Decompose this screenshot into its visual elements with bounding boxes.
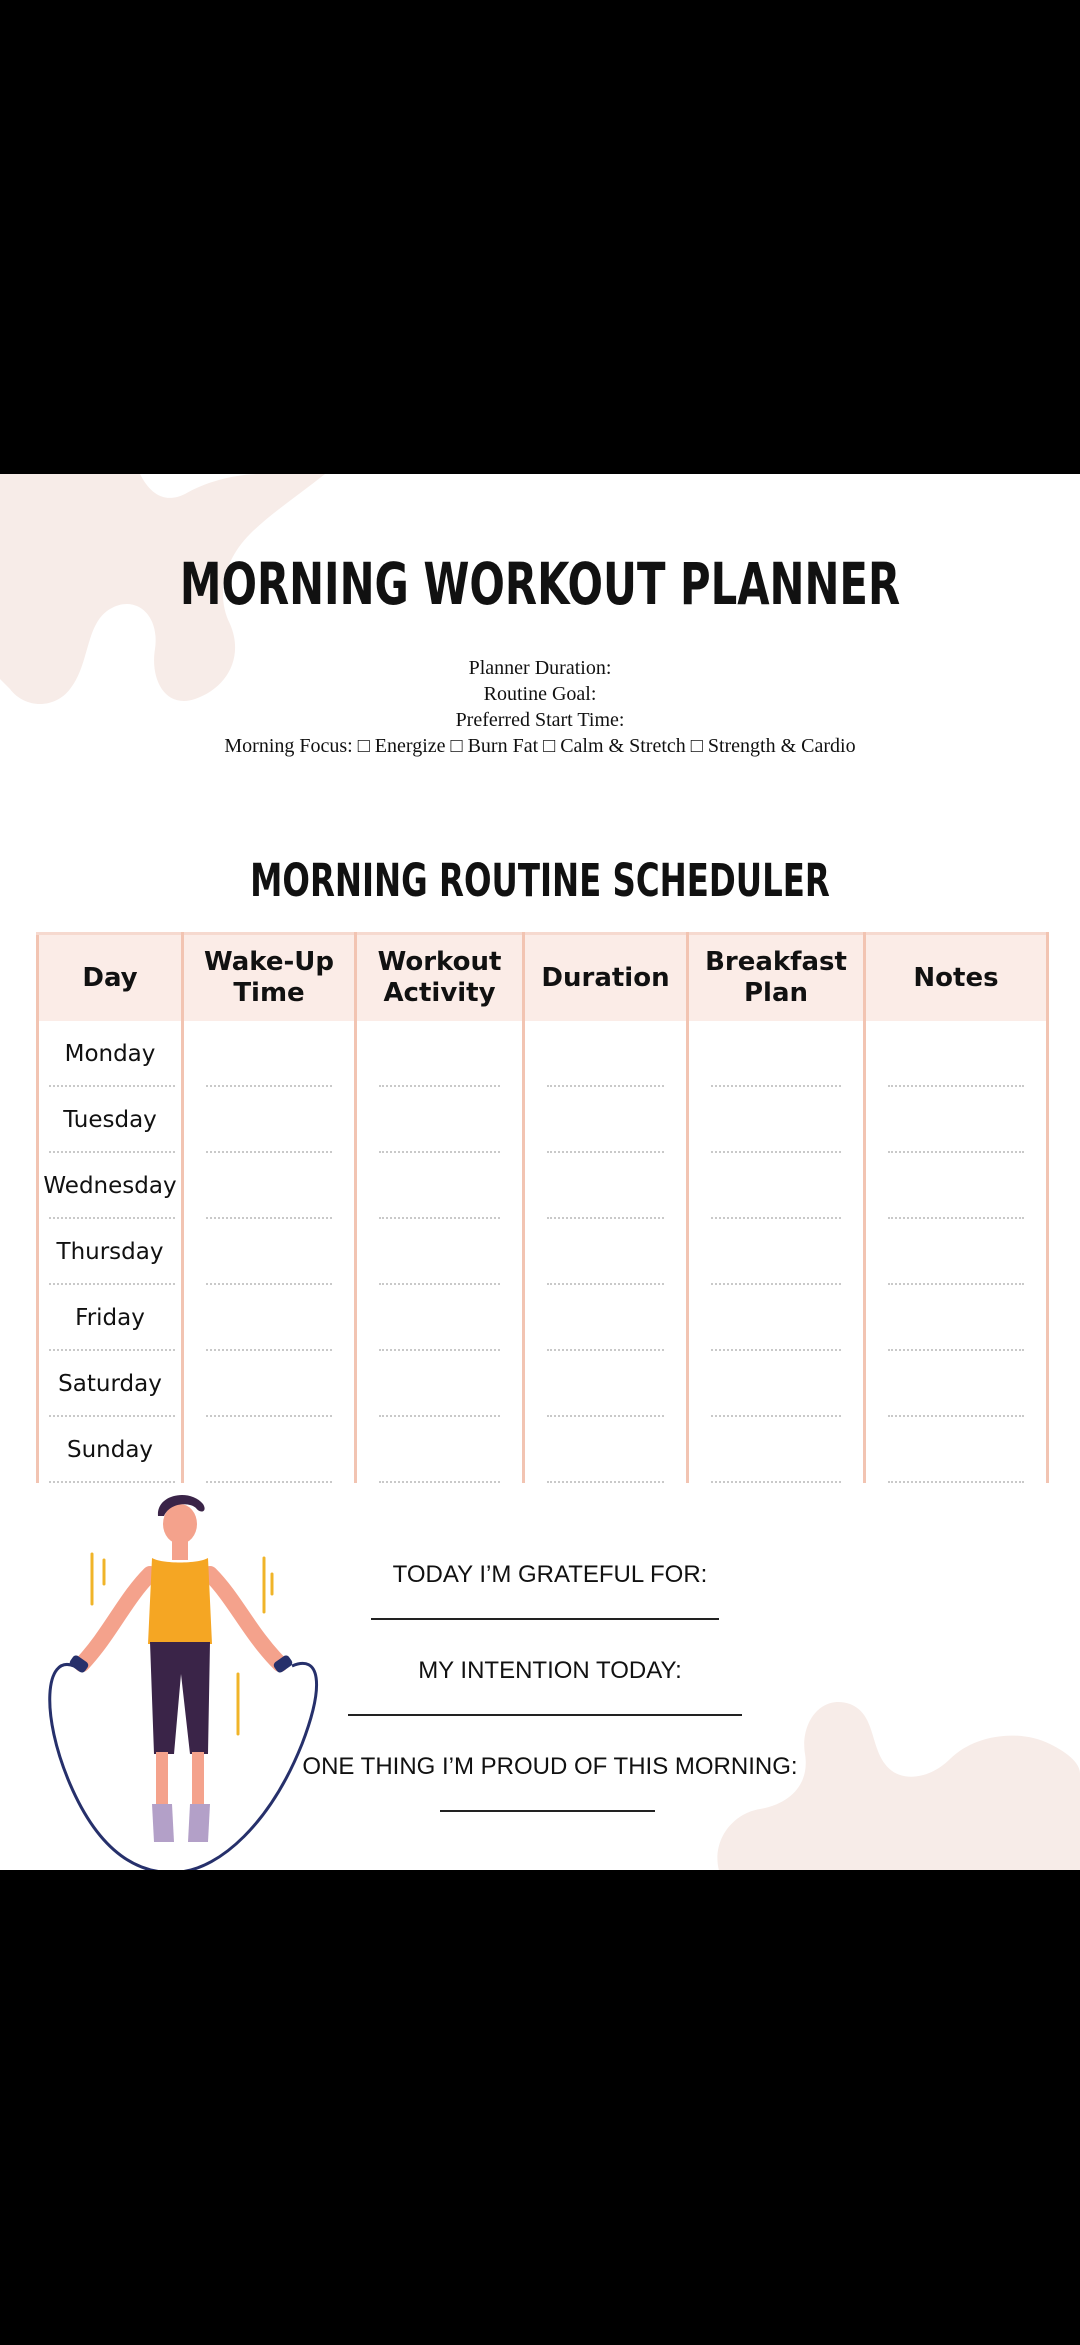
scheduler-title: MORNING ROUTINE SCHEDULER xyxy=(250,854,830,907)
planner-info xyxy=(0,655,1080,759)
day-cell: Sunday xyxy=(38,1417,183,1483)
header-notes: Notes xyxy=(865,934,1048,1022)
dotted-divider xyxy=(547,1481,664,1483)
table-row xyxy=(38,1417,1048,1483)
entry-cell[interactable] xyxy=(865,1021,1048,1087)
entry-cell[interactable] xyxy=(183,1219,356,1285)
intention-answer-line xyxy=(348,1714,742,1716)
grateful-answer-line xyxy=(371,1618,719,1620)
day-cell: Monday xyxy=(38,1021,183,1087)
intention-prompt: MY INTENTION TODAY: xyxy=(418,1657,682,1684)
table-row xyxy=(38,1021,1048,1087)
entry-cell[interactable] xyxy=(183,1417,356,1483)
entry-cell[interactable] xyxy=(356,1285,524,1351)
table-row xyxy=(38,1087,1048,1153)
header-breakfast-plan: Breakfast Plan xyxy=(688,934,865,1022)
entry-cell[interactable] xyxy=(524,1417,688,1483)
table-header-row xyxy=(38,934,1048,1022)
dotted-divider xyxy=(379,1481,500,1483)
entry-cell[interactable] xyxy=(524,1153,688,1219)
entry-cell[interactable] xyxy=(524,1351,688,1417)
grateful-prompt: TODAY I’M GRATEFUL FOR: xyxy=(392,1561,708,1588)
entry-cell[interactable] xyxy=(356,1351,524,1417)
proud-answer-line xyxy=(440,1810,655,1812)
day-cell: Thursday xyxy=(38,1219,183,1285)
entry-cell[interactable] xyxy=(865,1351,1048,1417)
start-time-label: Preferred Start Time: xyxy=(455,709,625,731)
header-workout-activity: Workout Activity xyxy=(356,934,524,1022)
entry-cell[interactable] xyxy=(865,1153,1048,1219)
entry-cell[interactable] xyxy=(356,1021,524,1087)
routine-table xyxy=(36,932,1049,1483)
entry-cell[interactable] xyxy=(688,1285,865,1351)
entry-cell[interactable] xyxy=(524,1285,688,1351)
planner-duration-label: Planner Duration: xyxy=(468,657,612,679)
entry-cell[interactable] xyxy=(865,1417,1048,1483)
dotted-divider xyxy=(711,1481,841,1483)
entry-cell[interactable] xyxy=(356,1087,524,1153)
header-duration: Duration xyxy=(524,934,688,1022)
entry-cell[interactable] xyxy=(183,1351,356,1417)
dotted-divider xyxy=(888,1481,1024,1483)
entry-cell[interactable] xyxy=(183,1087,356,1153)
jump-rope-person-illustration xyxy=(40,1494,330,1870)
day-cell: Tuesday xyxy=(38,1087,183,1153)
entry-cell[interactable] xyxy=(524,1219,688,1285)
entry-cell[interactable] xyxy=(688,1417,865,1483)
entry-cell[interactable] xyxy=(865,1285,1048,1351)
entry-cell[interactable] xyxy=(183,1285,356,1351)
table-row xyxy=(38,1219,1048,1285)
entry-cell[interactable] xyxy=(688,1087,865,1153)
entry-cell[interactable] xyxy=(356,1417,524,1483)
entry-cell[interactable] xyxy=(688,1351,865,1417)
day-cell: Saturday xyxy=(38,1351,183,1417)
entry-cell[interactable] xyxy=(356,1153,524,1219)
entry-cell[interactable] xyxy=(524,1087,688,1153)
proud-prompt: ONE THING I’M PROUD OF THIS MORNING: xyxy=(302,1753,798,1780)
page-title: MORNING WORKOUT PLANNER xyxy=(179,550,901,618)
table-row xyxy=(38,1351,1048,1417)
entry-cell[interactable] xyxy=(688,1021,865,1087)
table-row xyxy=(38,1285,1048,1351)
header-wake-up-time: Wake-Up Time xyxy=(183,934,356,1022)
day-cell: Friday xyxy=(38,1285,183,1351)
entry-cell[interactable] xyxy=(183,1021,356,1087)
header-day: Day xyxy=(38,934,183,1022)
morning-focus-options: Morning Focus: □ Energize □ Burn Fat □ Calm & Stretch □ Strength & Cardio xyxy=(224,735,856,757)
entry-cell[interactable] xyxy=(865,1219,1048,1285)
day-cell: Wednesday xyxy=(38,1153,183,1219)
dotted-divider xyxy=(206,1481,332,1483)
routine-goal-label: Routine Goal: xyxy=(483,683,597,705)
entry-cell[interactable] xyxy=(688,1219,865,1285)
table-row xyxy=(38,1153,1048,1219)
entry-cell[interactable] xyxy=(356,1219,524,1285)
entry-cell[interactable] xyxy=(688,1153,865,1219)
entry-cell[interactable] xyxy=(865,1087,1048,1153)
entry-cell[interactable] xyxy=(524,1021,688,1087)
entry-cell[interactable] xyxy=(183,1153,356,1219)
planner-page xyxy=(0,474,1080,1870)
dotted-divider xyxy=(49,1481,175,1483)
